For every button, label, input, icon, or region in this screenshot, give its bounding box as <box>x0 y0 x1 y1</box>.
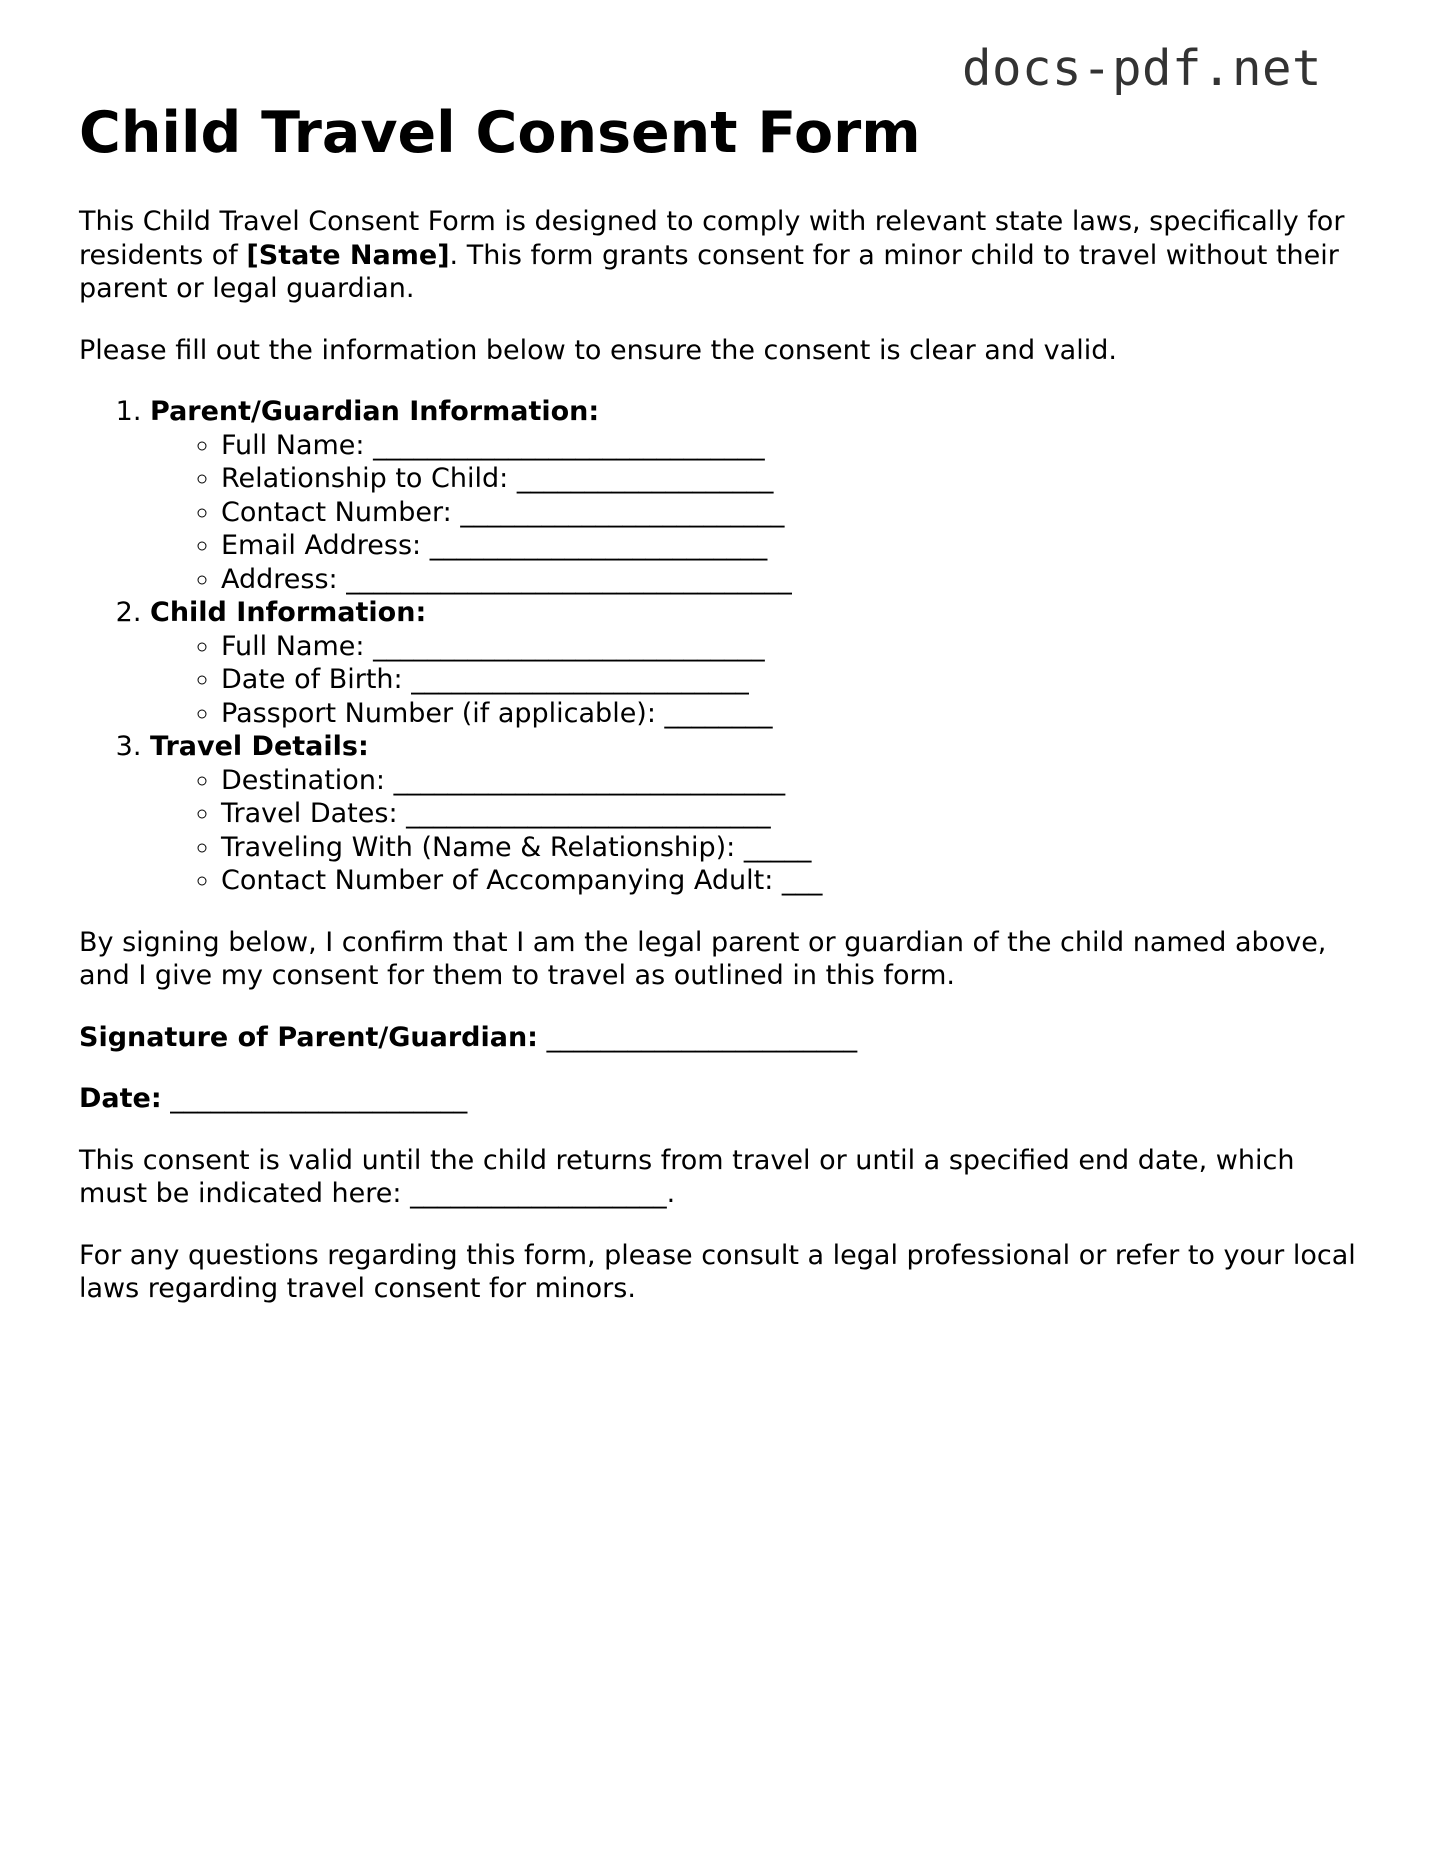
field-label: Travel Dates: <box>221 798 398 829</box>
validity-text: This consent is valid until the child returns from travel or until a specified end date, which must be indicated here: <box>79 1144 1295 1209</box>
field-parent-full-name <box>221 429 1369 463</box>
destination-blank[interactable]: _____________________________ <box>393 764 786 796</box>
relationship-blank[interactable]: ___________________ <box>516 463 774 494</box>
section-heading: Travel Details: <box>150 731 369 762</box>
form-sections-list <box>79 395 1369 898</box>
address-blank[interactable]: _________________________________ <box>346 563 792 595</box>
email-address-blank[interactable]: _________________________ <box>429 530 768 561</box>
field-list <box>150 764 1369 898</box>
field-label: Address: <box>221 563 338 595</box>
intro-text-part2: . This form grants consent for a minor child to travel without their parent or legal guardian. <box>79 239 1339 304</box>
date-blank[interactable]: ______________________ <box>170 1083 468 1114</box>
field-relationship <box>221 462 1369 496</box>
field-label: Contact Number: <box>221 496 452 528</box>
field-label: Email Address: <box>221 530 422 561</box>
field-label: Destination: <box>221 764 386 796</box>
confirmation-paragraph: By signing below, I confirm that I am the legal parent or guardian of the child named above, and I give my consent for them to travel as outlined in this form. <box>79 926 1327 991</box>
field-passport-number <box>221 697 1369 731</box>
field-list <box>150 429 1369 597</box>
section-heading: Parent/Guardian Information: <box>150 396 600 427</box>
section-heading: Child Information: <box>150 597 427 628</box>
section-child-information <box>150 596 1369 730</box>
section-travel-details <box>150 730 1369 898</box>
end-date-blank[interactable]: ___________________ <box>410 1178 667 1209</box>
traveling-with-blank[interactable]: _____ <box>743 831 812 863</box>
passport-number-blank[interactable]: ________ <box>664 697 773 729</box>
section-parent-guardian <box>150 395 1369 596</box>
field-travel-dates <box>221 797 1369 831</box>
date-label: Date: <box>79 1083 162 1114</box>
travel-dates-blank[interactable]: ___________________________ <box>406 798 771 829</box>
accompanying-adult-contact-blank[interactable]: ___ <box>781 865 823 896</box>
field-destination <box>221 764 1369 798</box>
field-traveling-with <box>221 831 1369 865</box>
field-label: Date of Birth: <box>221 664 403 695</box>
document-body <box>79 205 1369 1334</box>
child-full-name-blank[interactable]: _____________________________ <box>373 630 765 662</box>
date-of-birth-blank[interactable]: _________________________ <box>411 664 749 695</box>
field-contact-number <box>221 496 1369 530</box>
field-email-address <box>221 529 1369 563</box>
instructions-paragraph: Please fill out the information below to ensure the consent is clear and valid. <box>79 334 1117 366</box>
field-label: Full Name: <box>221 630 365 662</box>
field-label: Relationship to Child: <box>221 463 509 494</box>
signature-line <box>79 1021 1369 1055</box>
field-label: Passport Number (if applicable): <box>221 697 656 729</box>
field-label: Contact Number of Accompanying Adult: <box>221 865 774 896</box>
field-label: Traveling With (Name & Relationship): <box>221 831 736 863</box>
parent-full-name-blank[interactable]: _____________________________ <box>373 429 765 461</box>
signature-label: Signature of Parent/Guardian: <box>79 1021 538 1053</box>
field-address <box>221 563 1369 597</box>
signature-blank[interactable]: _______________________ <box>546 1021 858 1053</box>
field-date-of-birth <box>221 663 1369 697</box>
footer-note: For any questions regarding this form, please consult a legal professional or refer to your local laws regarding travel consent for minors. <box>79 1239 1356 1304</box>
state-name-placeholder: [State Name] <box>246 239 450 271</box>
validity-end: . <box>666 1178 676 1209</box>
field-accompanying-adult-contact <box>221 864 1369 898</box>
validity-paragraph <box>79 1144 1369 1211</box>
intro-text-part1: This Child Travel Consent Form is designed to comply with relevant state laws, specifically for residents of <box>79 206 1345 271</box>
field-list <box>150 630 1369 731</box>
contact-number-blank[interactable]: ________________________ <box>460 496 785 528</box>
field-label: Full Name: <box>221 429 365 461</box>
site-watermark: docs-pdf.net <box>962 40 1323 97</box>
field-child-full-name <box>221 630 1369 664</box>
date-line <box>79 1082 1369 1116</box>
intro-paragraph <box>79 205 1369 306</box>
page-title: Child Travel Consent Form <box>79 100 921 166</box>
